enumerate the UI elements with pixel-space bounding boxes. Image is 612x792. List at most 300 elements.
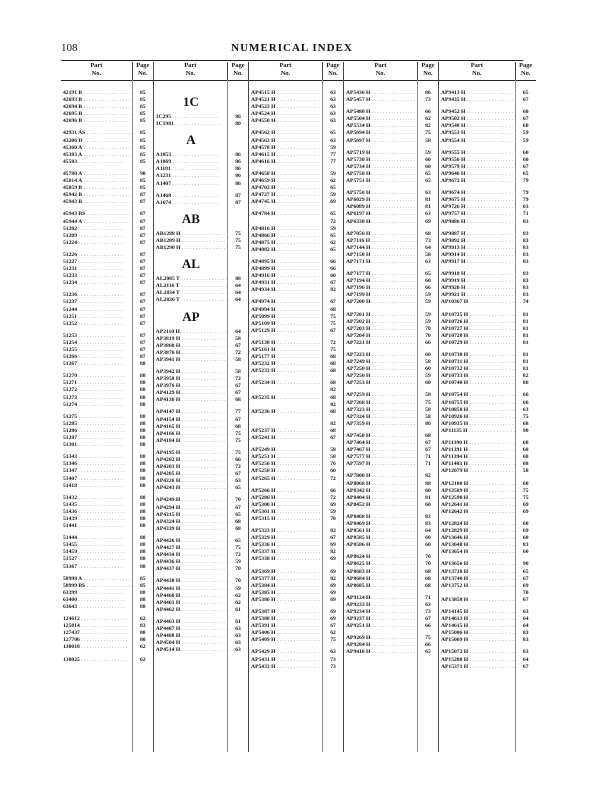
index-row (344, 259, 438, 266)
part-number: AP5177 H . . . . . . . . . . . . . . . . . (251, 354, 323, 361)
page-ref: 67 (522, 596, 529, 603)
index-row (61, 576, 153, 583)
part-number: AP9917 H . . . . . . . . . . . . . . . . . (440, 258, 513, 265)
index-row (249, 664, 343, 671)
part-number: AP9920 H . . . . . . . . . . . . . . . . . (440, 285, 513, 292)
part-number: AP9675 H . . . . . . . . . . . . . . . . . (440, 197, 513, 204)
part-number: AP4899 H . . . . . . . . . . . . . . . . . (251, 266, 323, 273)
part-number: AP9124 H . . . . . . . . . . . . . . . . . (346, 594, 418, 601)
page-number: 108 (61, 42, 78, 54)
index-table (61, 62, 533, 752)
leader-dots: . . . . . . . . . . . . . . . . . (370, 642, 418, 649)
leader-dots: . . . . . . . . . . . . . . . . . (370, 432, 418, 439)
page-ref: 74 (522, 299, 529, 306)
index-row (61, 604, 153, 611)
index-row (61, 542, 153, 549)
leader-dots: . . . . . . . . . . . . . . . . . (76, 354, 125, 361)
part-number: A1053 . . . . . . . . . . . . . . . . . (155, 152, 219, 159)
leader-dots: . . . . . . . . . . . . . . . . . (465, 204, 513, 211)
part-number: 51267 . . . . . . . . . . . . . . . . . (63, 361, 125, 368)
index-row (154, 166, 248, 173)
leader-dots: . . . . . . . . . . . . . . . . . (275, 623, 323, 630)
part-number: AP4460 H . . . . . . . . . . . . . . . . . (155, 592, 228, 599)
page-ref: 81 (522, 359, 529, 366)
part-number: AP8561 H . . . . . . . . . . . . . . . . . (346, 528, 418, 535)
part-number: AP4895 H . . . . . . . . . . . . . . . . . (251, 258, 323, 265)
index-row (61, 111, 153, 118)
part-number: 51244 . . . . . . . . . . . . . . . . . (63, 306, 125, 313)
part-number: AP8468 H . . . . . . . . . . . . . . . . . (346, 513, 418, 520)
leader-dots: . . . . . . . . . . . . . . . . . (370, 609, 418, 615)
part-number: AP4438 H . . . . . . . . . . . . . . . . . (155, 578, 228, 585)
index-row (439, 569, 536, 576)
index-row (154, 173, 248, 180)
page-ref: 87 (235, 199, 241, 206)
index-row (439, 312, 536, 319)
page-ref: 60 (330, 273, 336, 280)
part-number: AP5369 H . . . . . . . . . . . . . . . . . (251, 568, 323, 575)
index-row (439, 583, 536, 590)
part-number: AB1289 H . . . . . . . . . . . . . . . . . (155, 237, 229, 244)
page-ref: 83 (522, 237, 529, 244)
leader-dots: . . . . . . . . . . . . . . . . . (370, 473, 418, 480)
index-row (439, 219, 536, 226)
part-number: AP8452 H . . . . . . . . . . . . . . . . . (346, 501, 418, 508)
part-number: AP4658 H . . . . . . . . . . . . . . . . . (251, 170, 323, 177)
page-ref: 60 (425, 487, 431, 494)
leader-dots: . . . . . . . . . . . . . . . . . (275, 609, 323, 615)
index-row (61, 549, 153, 556)
part-number: AP4426 H . . . . . . . . . . . . . . . . . (155, 537, 228, 544)
page-ref: 86 (522, 380, 529, 387)
leader-dots: . . . . . . . . . . . . . . . . . (370, 366, 418, 373)
part-number: AP7450 H . . . . . . . . . . . . . . . . . (346, 432, 418, 439)
part-number: AP8625 H . . . . . . . . . . . . . . . . . (346, 561, 418, 568)
page-ref: 58 (425, 251, 431, 258)
index-row (344, 278, 438, 285)
page-ref: 87 (139, 347, 146, 353)
part-number: AP13656 H . . . . . . . . . . . . . . . . . (440, 561, 516, 568)
leader-dots: . . . . . . . . . . . . . . . . . (468, 480, 516, 487)
page-ref: 69 (330, 556, 336, 563)
column-divider (417, 80, 418, 752)
leader-dots: . . . . . . . . . . . . . . . . . (467, 440, 516, 447)
page-ref: 60 (425, 278, 431, 285)
page-title: NUMERICAL INDEX (231, 42, 353, 54)
leader-dots: . . . . . . . . . . . . . . . . . (275, 589, 323, 596)
page-ref: 58 (425, 359, 431, 366)
leader-dots: . . . . . . . . . . . . . . . . . (370, 561, 418, 568)
leader-dots: . . . . . . . . . . . . . . . . . (76, 225, 125, 232)
part-number: AP4129 H . . . . . . . . . . . . . . . . . (155, 390, 228, 397)
leader-dots: . . . . . . . . . . . . . . . . . (275, 211, 323, 218)
part-number: AP4616 H . . . . . . . . . . . . . . . . . (251, 158, 323, 165)
index-row (154, 336, 248, 343)
part-number: AP4875 H . . . . . . . . . . . . . . . . . (251, 239, 323, 246)
leader-dots: . . . . . . . . . . . . . . . . . (370, 170, 418, 177)
index-row (344, 569, 438, 576)
leader-dots: . . . . . . . . . . . . . . . . . (468, 468, 516, 475)
part-no-header: Part No. (90, 62, 103, 77)
index-row (249, 130, 343, 137)
page-ref: 72 (330, 494, 336, 501)
part-number: AP9553 H . . . . . . . . . . . . . . . . . (440, 130, 513, 137)
part-number: AP7171 H . . . . . . . . . . . . . . . . . (346, 258, 418, 265)
page-ref: 73 (425, 97, 431, 104)
part-number: 45383 A . . . . . . . . . . . . . . . . . (63, 151, 130, 158)
leader-dots: . . . . . . . . . . . . . . . . . (370, 575, 418, 582)
leader-dots: . . . . . . . . . . . . . . . . . (465, 218, 513, 225)
page-ref: 69 (330, 596, 336, 603)
page-ref: 72 (235, 552, 241, 559)
leader-dots: . . . . . . . . . . . . . . . . . (468, 528, 516, 535)
part-number: AP13740 H . . . . . . . . . . . . . . . . . (440, 575, 516, 582)
part-number: AP3976 H . . . . . . . . . . . . . . . . . (155, 383, 228, 390)
part-number: AP7196 H . . . . . . . . . . . . . . . . . (346, 285, 418, 292)
index-row (439, 245, 536, 252)
leader-dots: . . . . . . . . . . . . . . . . . (275, 111, 323, 118)
index-row (61, 387, 153, 394)
page-ref: 65 (235, 537, 241, 544)
index-row (154, 552, 248, 559)
leader-dots: . . . . . . . . . . . . . . . . . (370, 244, 418, 251)
part-number: AP9452 H . . . . . . . . . . . . . . . . . (440, 109, 513, 116)
leader-dots: . . . . . . . . . . . . . . . . . (82, 218, 130, 225)
page-ref: 65 (330, 246, 336, 253)
index-row (154, 159, 248, 166)
part-number: AP3942 H . . . . . . . . . . . . . . . . . (155, 368, 228, 375)
index-row (344, 138, 438, 145)
index-row (344, 292, 438, 299)
index-row (344, 197, 438, 204)
leader-dots: . . . . . . . . . . . . . . . . . (82, 111, 130, 118)
index-row (61, 495, 153, 502)
leader-dots: . . . . . . . . . . . . . . . . . (180, 552, 228, 559)
part-number: AP5730 H . . . . . . . . . . . . . . . . . (346, 156, 418, 163)
index-row (439, 454, 536, 461)
page-ref: 85 (139, 582, 146, 589)
part-number: AP4524 H . . . . . . . . . . . . . . . . . (251, 111, 323, 118)
page-ref: 75 (330, 320, 336, 327)
part-number: AP5436 H . . . . . . . . . . . . . . . . . (346, 90, 418, 96)
part-number: AP9556 H . . . . . . . . . . . . . . . . . (440, 156, 513, 163)
index-row (154, 578, 248, 585)
part-number: AP12590 H . . . . . . . . . . . . . . . . . (440, 494, 516, 501)
part-number: AP4463 H . . . . . . . . . . . . . . . . . (155, 618, 228, 625)
index-row (439, 407, 536, 414)
page-ref: 63 (235, 633, 241, 640)
part-number: 51236 . . . . . . . . . . . . . . . . . (63, 292, 125, 299)
leader-dots: . . . . . . . . . . . . . . . . . (79, 656, 128, 663)
part-number: 42191 B . . . . . . . . . . . . . . . . . (63, 90, 130, 96)
index-row (249, 421, 343, 428)
leader-dots: . . . . . . . . . . . . . . . . . (180, 368, 228, 375)
part-number: AP5406 H . . . . . . . . . . . . . . . . . (251, 630, 323, 637)
index-row (249, 138, 343, 145)
index-row (61, 130, 153, 137)
index-row (344, 514, 438, 521)
index-row (249, 185, 343, 192)
index-row (344, 359, 438, 366)
part-number: AP5236 H . . . . . . . . . . . . . . . . . (251, 408, 323, 415)
part-number: AP6338 H . . . . . . . . . . . . . . . . . (346, 218, 418, 225)
part-number: 51435 . . . . . . . . . . . . . . . . . (63, 501, 125, 508)
page-ref: 75 (522, 494, 529, 501)
page-ref: 58 (425, 392, 431, 399)
part-number: AP5249 H . . . . . . . . . . . . . . . . . (251, 447, 323, 454)
page-ref: 65 (425, 271, 431, 278)
part-number: AP4437 H . . . . . . . . . . . . . . . . . (155, 566, 228, 573)
leader-dots: . . . . . . . . . . . . . . . . . (465, 258, 513, 265)
page-ref: 87 (139, 211, 146, 218)
part-number: 51301 . . . . . . . . . . . . . . . . . (63, 442, 125, 449)
page-ref: 64 (522, 616, 529, 623)
leader-dots: . . . . . . . . . . . . . . . . . (275, 339, 323, 346)
page-ref: 63 (522, 609, 529, 615)
index-row (154, 329, 248, 336)
page-ref: 83 (522, 292, 529, 299)
leader-dots: . . . . . . . . . . . . . . . . . (82, 90, 130, 96)
leader-dots: . . . . . . . . . . . . . . . . . (468, 318, 516, 325)
index-row (439, 278, 536, 285)
index-row (249, 273, 343, 280)
part-number: AP12829 H . . . . . . . . . . . . . . . . . (440, 528, 516, 535)
index-row (249, 104, 343, 111)
index-row (61, 564, 153, 571)
page-ref: 83 (425, 520, 431, 527)
page-ref: 83 (522, 258, 529, 265)
page-ref: 85 (139, 575, 146, 582)
part-number: AP5336 H . . . . . . . . . . . . . . . . . (251, 542, 323, 549)
part-number: AP3941 H . . . . . . . . . . . . . . . . . (155, 356, 228, 363)
leader-dots: . . . . . . . . . . . . . . . . . (275, 97, 323, 104)
index-row (344, 219, 438, 226)
index-row (154, 121, 248, 128)
page-ref: 68 (235, 397, 241, 404)
page-ref: 85 (139, 144, 146, 151)
page-ref: 88 (139, 475, 146, 482)
index-row (344, 528, 438, 535)
leader-dots: . . . . . . . . . . . . . . . . . (180, 390, 228, 397)
page-ref: 62 (235, 592, 241, 599)
part-number: 130018 . . . . . . . . . . . . . . . . . (63, 644, 128, 651)
page-ref: 70 (235, 578, 241, 585)
index-row (439, 447, 536, 454)
part-number: AP7324 H . . . . . . . . . . . . . . . . . (346, 413, 418, 420)
part-number: AP15288 H . . . . . . . . . . . . . . . . . (440, 656, 516, 663)
leader-dots: . . . . . . . . . . . . . . . . . (275, 361, 323, 368)
page-ref: 88 (139, 508, 146, 515)
page-ref: 87 (139, 313, 146, 320)
leader-dots: . . . . . . . . . . . . . . . . . (76, 258, 125, 265)
leader-dots: . . . . . . . . . . . . . . . . . (275, 649, 323, 656)
part-number: AP10732 H . . . . . . . . . . . . . . . . . (440, 366, 516, 373)
leader-dots: . . . . . . . . . . . . . . . . . (76, 501, 125, 508)
page-no-header: Page No. (132, 62, 153, 80)
page-ref: 88 (139, 435, 146, 442)
leader-dots: . . . . . . . . . . . . . . . . . (370, 130, 418, 137)
leader-dots: . . . . . . . . . . . . . . . . . (370, 90, 418, 96)
index-row (154, 193, 248, 200)
part-number: AP13858 H . . . . . . . . . . . . . . . . . (440, 596, 516, 603)
page-ref: 68 (522, 447, 529, 454)
page-ref: 68 (425, 432, 431, 439)
leader-dots: . . . . . . . . . . . . . . . . . (370, 197, 418, 204)
part-number: AP4226 H . . . . . . . . . . . . . . . . . (155, 478, 228, 485)
page-ref: 60 (425, 163, 431, 170)
page-ref: 86 (235, 152, 241, 159)
index-row (439, 359, 536, 366)
part-number: 51226 . . . . . . . . . . . . . . . . . (63, 251, 125, 258)
leader-dots: . . . . . . . . . . . . . . . . . (180, 545, 228, 552)
leader-dots: . . . . . . . . . . . . . . . . . (370, 318, 418, 325)
leader-dots: . . . . . . . . . . . . . . . . . (76, 306, 125, 313)
part-number: AP9914 H . . . . . . . . . . . . . . . . . (440, 251, 513, 258)
page-ref: 69 (330, 501, 336, 508)
index-row (61, 616, 153, 623)
index-row (344, 461, 438, 468)
leader-dots: . . . . . . . . . . . . . . . . . (370, 440, 418, 447)
index-row (439, 392, 536, 399)
part-number: AP5719 H . . . . . . . . . . . . . . . . . (346, 149, 418, 156)
leader-dots: . . . . . . . . . . . . . . . . . (275, 528, 323, 535)
index-row (249, 145, 343, 152)
part-number: 45944 A . . . . . . . . . . . . . . . . . (63, 218, 130, 225)
leader-dots: . . . . . . . . . . . . . . . . . (180, 640, 228, 647)
part-number: AP5534 H . . . . . . . . . . . . . . . . . (346, 123, 418, 130)
leader-dots: . . . . . . . . . . . . . . . . . (275, 427, 323, 434)
leader-dots: . . . . . . . . . . . . . . . . . (370, 178, 418, 185)
index-row (154, 200, 248, 207)
page-ref: 83 (522, 244, 529, 251)
page-ref: 60 (330, 468, 336, 475)
leader-dots: . . . . . . . . . . . . . . . . . (370, 635, 418, 642)
page-ref: 67 (522, 663, 529, 670)
leader-dots: . . . . . . . . . . . . . . . . . (275, 447, 323, 454)
leader-dots: . . . . . . . . . . . . . . . . . (76, 494, 125, 501)
part-number: AP14145 H . . . . . . . . . . . . . . . . . (440, 609, 516, 615)
leader-dots: . . . . . . . . . . . . . . . . . (468, 413, 516, 420)
part-number: AP5751 H . . . . . . . . . . . . . . . . . (346, 178, 418, 185)
page-ref: 83 (139, 623, 146, 630)
part-number: AP4184 H . . . . . . . . . . . . . . . . . (155, 437, 228, 444)
part-number: 51202 . . . . . . . . . . . . . . . . . (63, 225, 125, 232)
page-ref: 65 (330, 211, 336, 218)
index-row (344, 392, 438, 399)
page-ref: 58 (235, 335, 241, 342)
leader-dots: . . . . . . . . . . . . . . . . . (180, 511, 228, 518)
part-number: AP7597 H . . . . . . . . . . . . . . . . . (346, 461, 418, 468)
part-number: AP3860 H . . . . . . . . . . . . . . . . . (155, 342, 228, 349)
leader-dots: . . . . . . . . . . . . . . . . . (275, 327, 323, 334)
page-ref: 85 (139, 151, 146, 158)
part-number: AP7250 H . . . . . . . . . . . . . . . . . (346, 373, 418, 380)
page-ref: 60 (522, 149, 529, 156)
page-ref: 88 (139, 589, 146, 596)
leader-dots: . . . . . . . . . . . . . . . . . (275, 616, 323, 623)
leader-dots: . . . . . . . . . . . . . . . . . (465, 197, 513, 204)
part-no-header: Part No. (374, 62, 387, 77)
leader-dots: . . . . . . . . . . . . . . . . . (180, 478, 228, 485)
leader-dots: . . . . . . . . . . . . . . . . . (180, 383, 228, 390)
part-number: 42695 B . . . . . . . . . . . . . . . . . (63, 111, 130, 118)
index-row (61, 233, 153, 240)
page-ref: 66 (235, 457, 241, 463)
leader-dots: . . . . . . . . . . . . . . . . . (275, 568, 323, 575)
page-ref: 79 (522, 197, 529, 204)
page-ref: 81 (425, 197, 431, 204)
page-ref: 65 (522, 170, 529, 177)
leader-dots: . . . . . . . . . . . . . . . . . (275, 144, 323, 151)
page-ref: 67 (235, 504, 241, 511)
page-ref: 67 (425, 440, 431, 447)
index-row (61, 138, 153, 145)
part-number: AP8404 H . . . . . . . . . . . . . . . . . (346, 494, 418, 501)
page-ref: 67 (522, 163, 529, 170)
page-ref: 64 (425, 528, 431, 535)
column-header (439, 62, 536, 81)
part-number: AP9646 H . . . . . . . . . . . . . . . . . (440, 170, 513, 177)
index-row (249, 535, 343, 542)
index-row (61, 590, 153, 597)
leader-dots: . . . . . . . . . . . . . . . . . (468, 494, 516, 501)
index-row (249, 152, 343, 159)
leader-dots: . . . . . . . . . . . . . . . . . (275, 130, 323, 137)
part-number: AP10725 H . . . . . . . . . . . . . . . . . (440, 311, 516, 318)
part-number: 51237 . . . . . . . . . . . . . . . . . (63, 299, 125, 306)
leader-dots: . . . . . . . . . . . . . . . . . (370, 352, 418, 358)
page-ref: 72 (235, 376, 241, 383)
leader-dots: . . . . . . . . . . . . . . . . . (180, 437, 228, 444)
part-number: AP5300 H . . . . . . . . . . . . . . . . . (251, 501, 323, 508)
leader-dots: . . . . . . . . . . . . . . . . . (180, 409, 228, 416)
leader-dots: . . . . . . . . . . . . . . . . . (76, 380, 125, 387)
leader-dots: . . . . . . . . . . . . . . . . . (468, 420, 516, 427)
part-number: A1407 . . . . . . . . . . . . . . . . . (155, 180, 219, 187)
index-row (61, 442, 153, 449)
leader-dots: . . . . . . . . . . . . . . . . . (468, 616, 516, 623)
leader-dots: . . . . . . . . . . . . . . . . . (82, 170, 130, 177)
page-ref: 69 (522, 508, 529, 515)
index-row (344, 635, 438, 642)
leader-dots: . . . . . . . . . . . . . . . . . (275, 508, 323, 515)
part-number: AP8683 H . . . . . . . . . . . . . . . . . (346, 568, 418, 575)
index-row (61, 509, 153, 516)
index-row (61, 583, 153, 590)
page-ref: 70 (522, 589, 529, 596)
page-ref: 63 (330, 118, 336, 125)
index-row (439, 440, 536, 447)
leader-dots: . . . . . . . . . . . . . . . . . (370, 359, 418, 366)
part-number: AP4427 H . . . . . . . . . . . . . . . . . (155, 545, 228, 552)
leader-dots: . . . . . . . . . . . . . . . . . (171, 152, 219, 159)
page-ref: 87 (139, 354, 146, 361)
part-number: 51285 . . . . . . . . . . . . . . . . . (63, 420, 125, 427)
part-number: AP7056 H . . . . . . . . . . . . . . . . . (346, 230, 418, 237)
leader-dots: . . . . . . . . . . . . . . . . . (465, 251, 513, 258)
index-row (439, 535, 536, 542)
page-ref: 68 (330, 394, 336, 401)
index-row (344, 204, 438, 211)
leader-dots: . . . . . . . . . . . . . . . . . (85, 211, 133, 218)
index-row (439, 211, 536, 218)
index-row (154, 343, 248, 350)
index-row (344, 319, 438, 326)
index-row (249, 287, 343, 294)
page-ref: 62 (330, 630, 336, 637)
index-row (344, 285, 438, 292)
part-number: 51346 . . . . . . . . . . . . . . . . . (63, 461, 125, 468)
